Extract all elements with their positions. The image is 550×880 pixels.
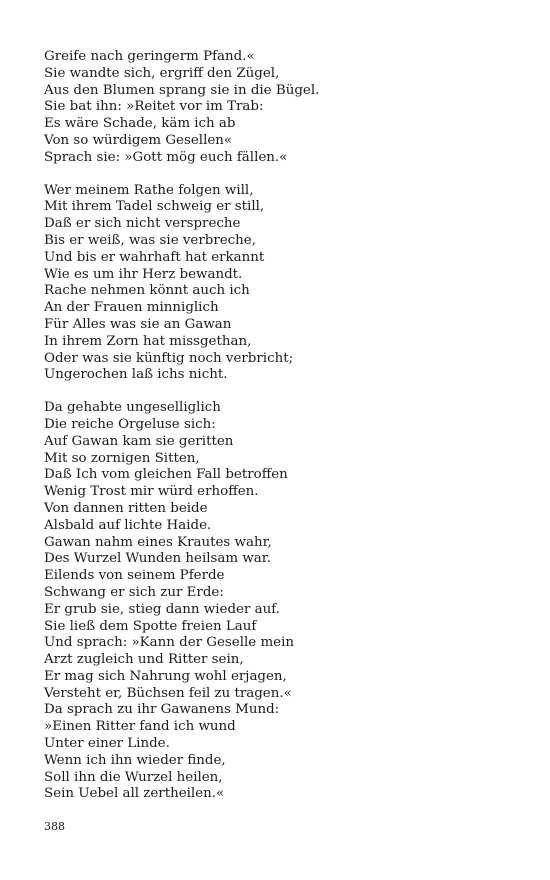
verse-line: Sie bat ihn: »Reitet vor im Trab: (44, 99, 264, 115)
verse-line: Schwang er sich zur Erde: (44, 584, 224, 600)
verse-line: Daß er sich nicht verspreche (44, 216, 241, 232)
verse-line: »Einen Ritter fand ich wund (44, 719, 236, 735)
verse-line: An der Frauen minniglich (44, 300, 219, 316)
verse-line: Er mag sich Nahrung wohl erjagen, (44, 668, 287, 684)
verse-line: Wer meinem Rathe folgen will, (44, 182, 254, 198)
verse-line: Bis er weiß, was sie verbreche, (44, 232, 256, 248)
verse-line: Alsbald auf lichte Haide. (44, 517, 212, 533)
verse-line: Sie wandte sich, ergriff den Zügel, (44, 65, 280, 81)
verse-line: Versteht er, Büchsen feil zu tragen.« (44, 685, 292, 701)
verse-line: Rache nehmen könnt auch ich (44, 283, 250, 299)
verse-line: Und bis er wahrhaft hat erkannt (44, 249, 265, 265)
verse-line: Da sprach zu ihr Gawanens Mund: (44, 702, 280, 718)
verse-line: Daß Ich vom gleichen Fall betroffen (44, 467, 288, 483)
verse-line: Greife nach geringerm Pfand.« (44, 49, 255, 64)
verse-line: Wenig Trost mir würd erhoffen. (44, 484, 259, 500)
verse-line: Und sprach: »Kann der Geselle mein (44, 635, 294, 651)
verse-line: Sie ließ dem Spotte freien Lauf (44, 618, 257, 634)
verse-line: Von dannen ritten beide (44, 500, 208, 516)
verse-line: Oder was sie künftig noch verbricht; (44, 350, 294, 366)
verse-line: Auf Gawan kam sie geritten (44, 433, 234, 449)
stanza (44, 49, 524, 167)
verse-line: Da gehabte ungeselliglich (44, 400, 221, 416)
verse-line: Wenn ich ihn wieder finde, (44, 752, 226, 768)
verse-line: Es wäre Schade, käm ich ab (44, 116, 236, 132)
verse-line: Eilends von seinem Pferde (44, 568, 225, 584)
verse-line: Arzt zugleich und Ritter sein, (44, 652, 244, 668)
verse-line: Sein Uebel all zertheilen.« (44, 786, 225, 802)
verse-line: Die reiche Orgeluse sich: (44, 416, 216, 432)
verse-line: Soll ihn die Wurzel heilen, (44, 769, 223, 785)
verse-line: Mit so zornigen Sitten, (44, 450, 200, 466)
verse-line: In ihrem Zorn hat missgethan, (44, 333, 252, 349)
verse-line: Gawan nahm eines Krautes wahr, (44, 534, 272, 550)
verse-line: Unter einer Linde. (44, 736, 170, 752)
verse-line: Wie es um ihr Herz bewandt. (44, 266, 243, 282)
stanza (44, 183, 524, 385)
poem-text (44, 49, 524, 819)
verse-line: Mit ihrem Tadel schweig er still, (44, 199, 265, 215)
verse-line: Sprach sie: »Gott mög euch fällen.« (44, 149, 288, 165)
verse-line: Des Wurzel Wunden heilsam war. (44, 551, 271, 567)
page-number: 388 (44, 820, 65, 833)
verse-line: Aus den Blumen sprang sie in die Bügel. (44, 82, 320, 98)
verse-line: Er grub sie, stieg dann wieder auf. (44, 601, 280, 617)
stanza (44, 400, 524, 803)
verse-line: Von so würdigem Gesellen« (44, 132, 233, 148)
verse-line: Für Alles was sie an Gawan (44, 316, 232, 332)
verse-line: Ungerochen laß ichs nicht. (44, 367, 228, 383)
